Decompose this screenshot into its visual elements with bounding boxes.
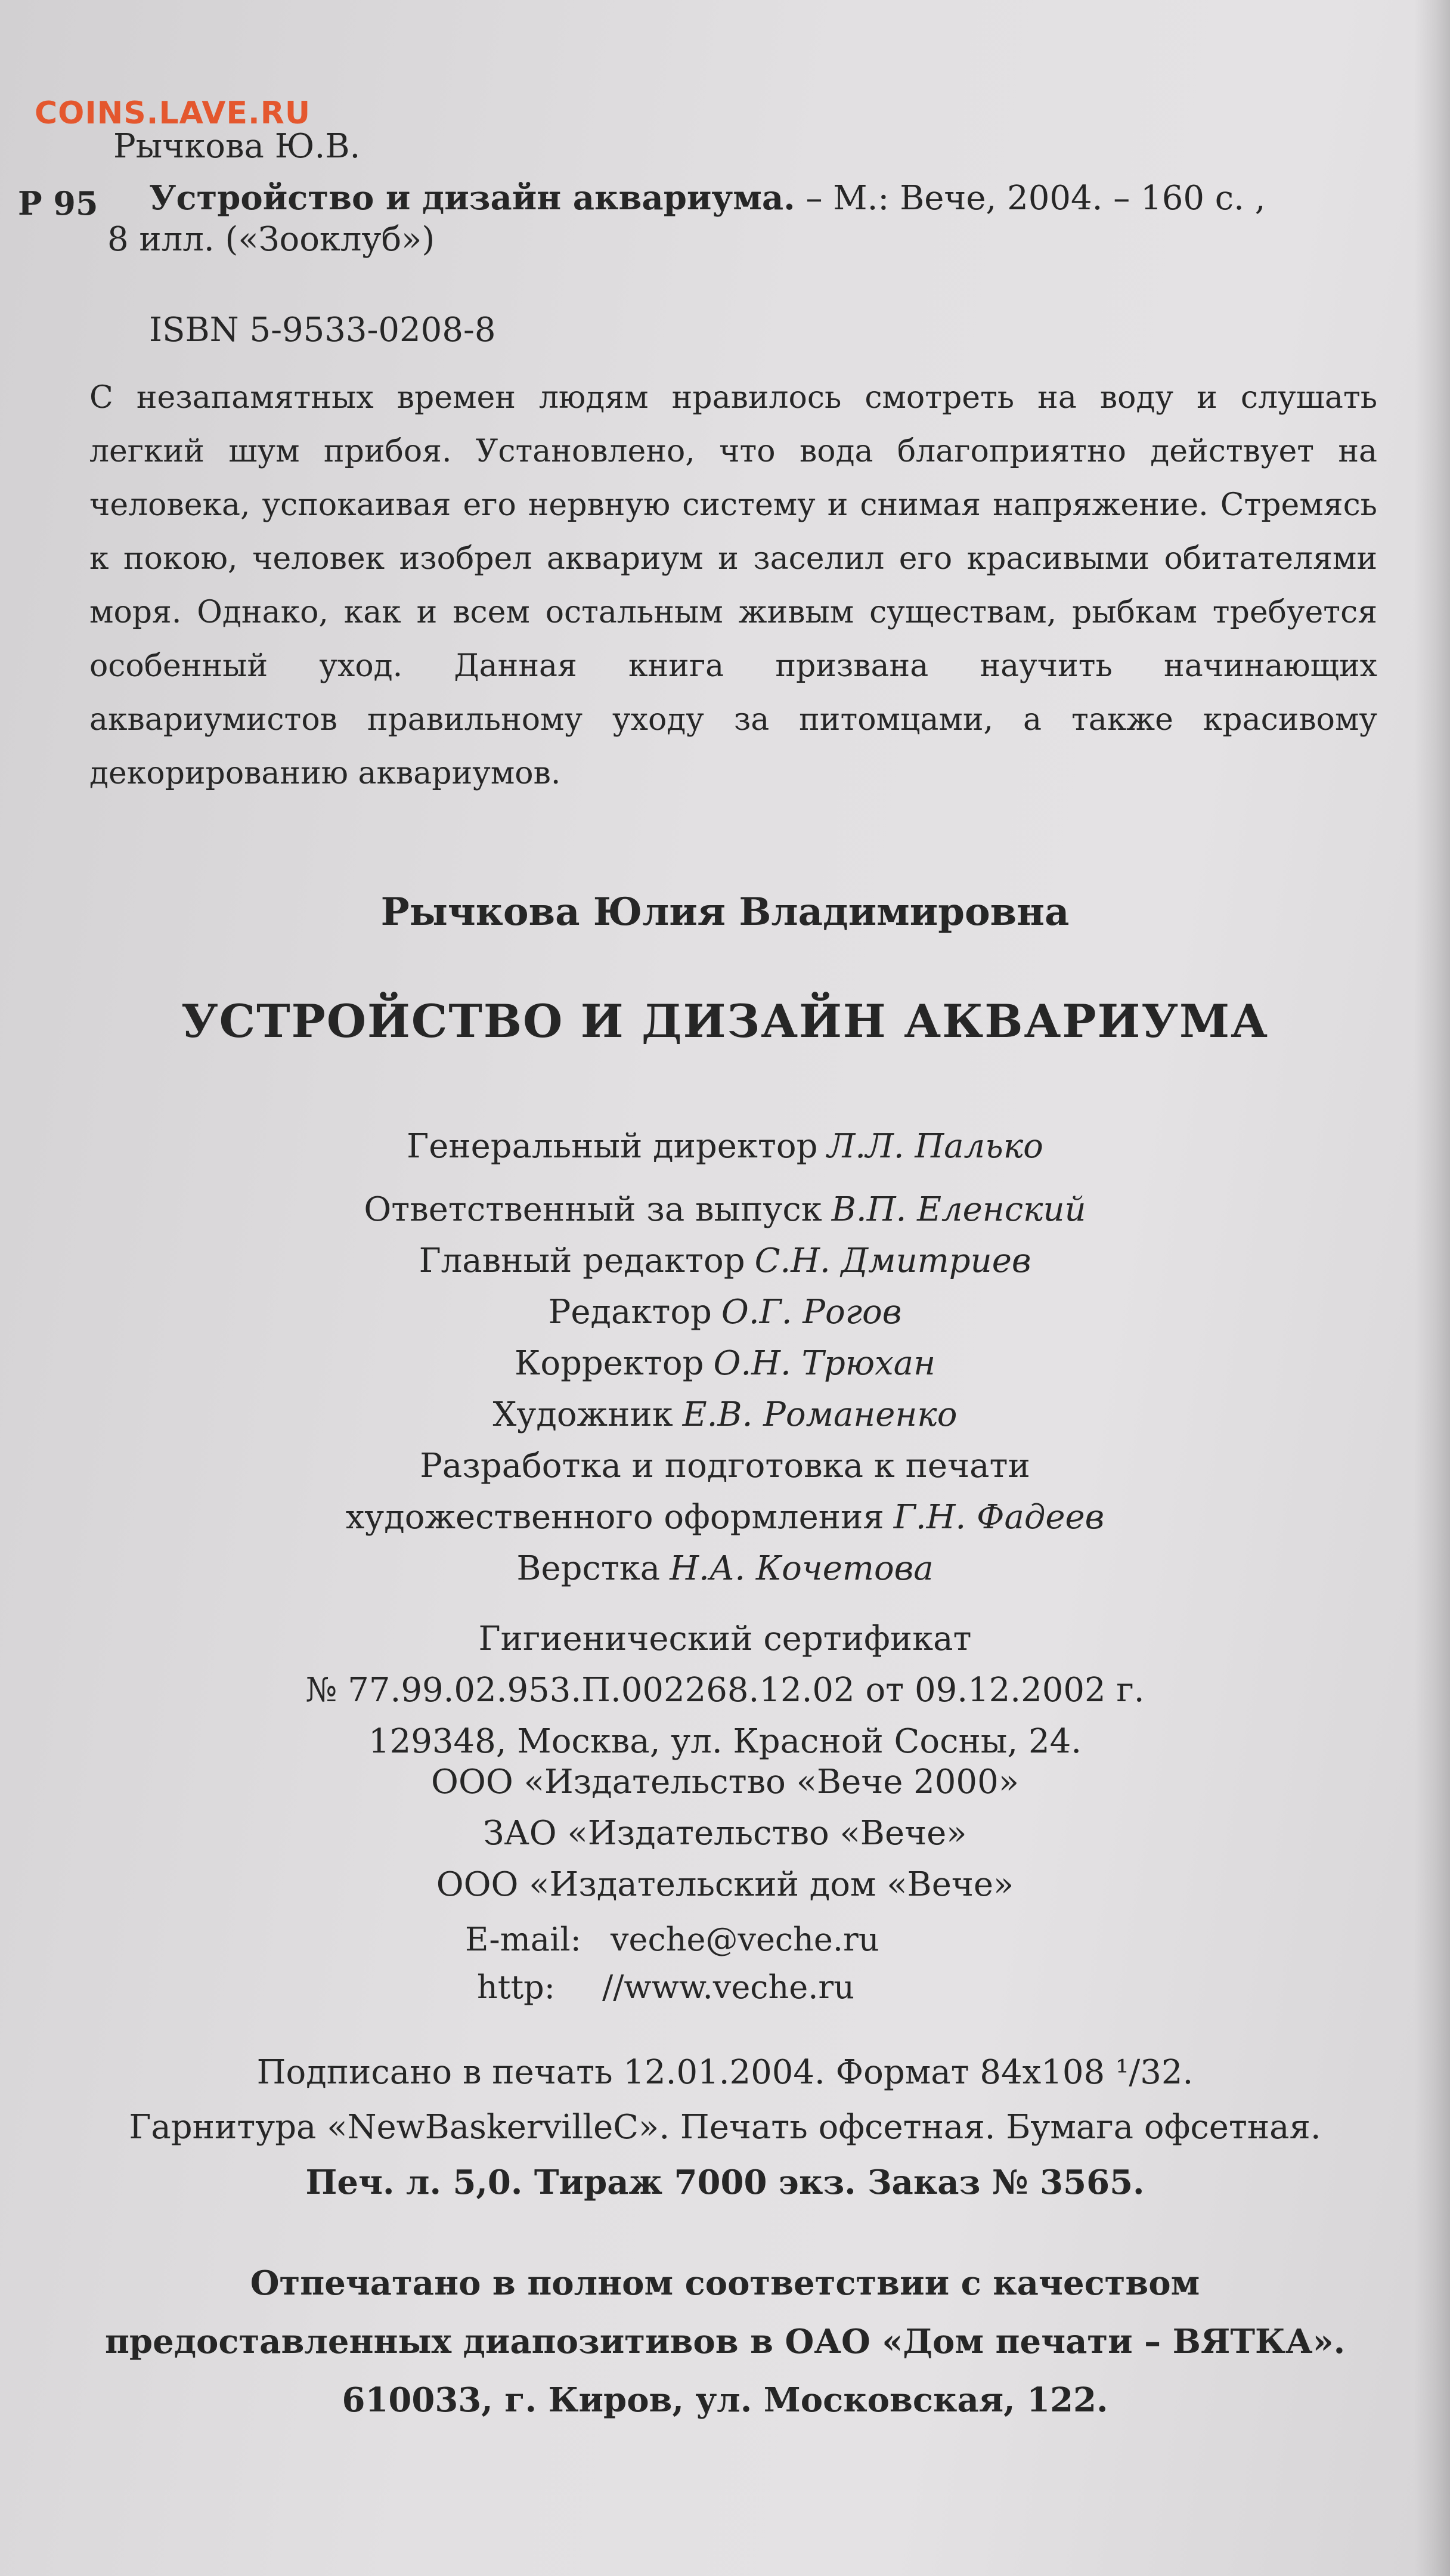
- publisher-name: ЗАО «Издательство «Вече»: [483, 1814, 967, 1853]
- email-link[interactable]: [611, 1921, 879, 1958]
- printer-line: Отпечатано в полном соответствии с качеством: [250, 2264, 1200, 2303]
- staff-role: художественного оформления: [345, 1498, 884, 1537]
- staff-role: Корректор: [515, 1344, 704, 1383]
- call-number: Р 95: [18, 184, 98, 222]
- staff-row: [0, 1492, 1450, 1543]
- bibliographic-title: Устройство и дизайн аквариума.: [149, 178, 795, 218]
- publisher-name: ООО «Издательство «Вече 2000»: [431, 1763, 1019, 1801]
- staff-name: О.Н. Трюхан: [713, 1344, 935, 1383]
- certificate-title: Гигиенический сертификат: [478, 1620, 972, 1658]
- staff-credits: [0, 1121, 1450, 1594]
- staff-name: Л.Л. Палько: [827, 1127, 1043, 1166]
- bibliographic-imprint: – М.: Вече, 2004. – 160 с. ,: [795, 179, 1266, 218]
- staff-name: Н.А. Кочетова: [670, 1549, 934, 1588]
- website-url[interactable]: //www.veche.ru: [602, 1968, 855, 2006]
- staff-row: [0, 1184, 1450, 1236]
- book-title: УСТРОЙСТВО И ДИЗАЙН АКВАРИУМА: [181, 995, 1269, 1048]
- staff-role: Главный редактор: [419, 1241, 745, 1280]
- publisher-name: ООО «Издательский дом «Вече»: [436, 1865, 1014, 1904]
- staff-name: С.Н. Дмитриев: [754, 1241, 1031, 1280]
- website-link[interactable]: [602, 1968, 855, 2006]
- staff-role: Разработка и подготовка к печати: [420, 1447, 1030, 1485]
- staff-row: [0, 1236, 1450, 1287]
- isbn: ISBN 5-9533-0208-8: [149, 311, 496, 349]
- annotation-paragraph: С незапамятных времен людям нравилось смотреть на воду и слушать легкий шум прибоя. Установлено, что вода благоприятно действует на человека, успокаивая его нервную систему и снимая напряжение. Стремясь к покою, человек изобрел аквариум и заселил его красивыми обитателями моря. Однако, как и всем остальным живым существам, рыбкам требуется особенный уход. Данная книга призвана научить начинающих аквариумистов правильному уходу за питомцами, а также красивому декорированию аквариумов.: [89, 380, 1377, 791]
- staff-role: Ответственный за выпуск: [364, 1190, 822, 1229]
- staff-role: Верстка: [516, 1549, 661, 1588]
- illustrations-count: 8 илл. («Зооклуб»): [107, 220, 435, 259]
- staff-row: [0, 1287, 1450, 1338]
- print-run: Печ. л. 5,0. Тираж 7000 экз. Заказ № 3565.: [305, 2163, 1145, 2202]
- staff-row: [0, 1121, 1450, 1172]
- staff-row: [0, 1389, 1450, 1441]
- http-label: http:: [477, 1968, 555, 2006]
- watermark: COINS.LAVE.RU: [35, 95, 311, 131]
- signed-to-print: Подписано в печать 12.01.2004. Формат 84x108 ¹/32.: [256, 2053, 1194, 2092]
- author-short: Рычкова Ю.В.: [113, 127, 361, 166]
- printer-line: предоставленных диапозитивов в ОАО «Дом печати – ВЯТКА».: [104, 2322, 1346, 2361]
- bibliographic-title-line: [149, 178, 1266, 218]
- staff-role: Художник: [492, 1395, 673, 1434]
- printer-block: [0, 2254, 1450, 2429]
- print-details: [0, 2045, 1450, 2210]
- staff-name: В.П. Еленский: [831, 1190, 1086, 1229]
- publishers-block: [0, 1757, 1450, 1911]
- certificate-number: № 77.99.02.953.П.002268.12.02 от 09.12.2002 г.: [305, 1671, 1145, 1710]
- email-address[interactable]: veche@veche.ru: [611, 1921, 879, 1958]
- staff-row: [0, 1338, 1450, 1389]
- certificate-block: [0, 1614, 1450, 1767]
- staff-row: [0, 1543, 1450, 1594]
- staff-name: Е.В. Романенко: [682, 1395, 958, 1434]
- printer-line: 610033, г. Киров, ул. Московская, 122.: [342, 2380, 1108, 2420]
- typeface-and-paper: Гарнитура «NewBaskervilleC». Печать офсетная. Бумага офсетная.: [129, 2108, 1321, 2147]
- author-full-name: Рычкова Юлия Владимировна: [380, 890, 1070, 934]
- staff-name: Г.Н. Фадеев: [893, 1498, 1105, 1537]
- email-label: E-mail:: [465, 1921, 581, 1958]
- staff-role: Редактор: [548, 1293, 712, 1332]
- staff-row: [0, 1441, 1450, 1492]
- publisher-address: 129348, Москва, ул. Красной Сосны, 24.: [368, 1722, 1082, 1761]
- staff-role: Генеральный директор: [407, 1127, 818, 1166]
- staff-name: О.Г. Рогов: [721, 1293, 902, 1332]
